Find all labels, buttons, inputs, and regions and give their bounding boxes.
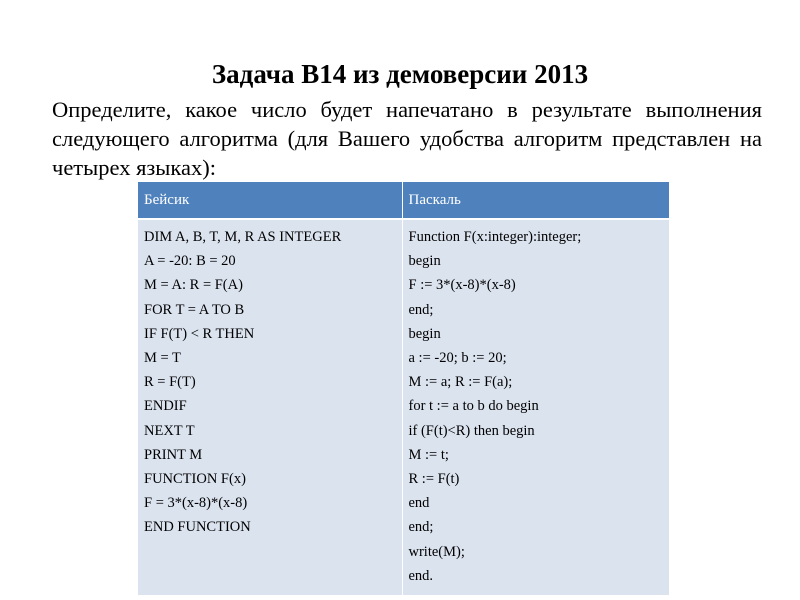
basic-code-line: M = T (144, 350, 181, 367)
basic-code-line: PRINT M (144, 446, 203, 463)
slide-title: Задача В14 из демоверсии 2013 (211, 59, 589, 89)
basic-code-cell (138, 219, 402, 595)
pascal-code-line: F := 3*(x-8)*(x-8) (408, 277, 516, 294)
basic-code-line: M = A: R = F(A) (144, 277, 243, 294)
basic-code-line: ENDIF (144, 398, 187, 415)
basic-code-line: R = F(T) (144, 374, 196, 391)
basic-code-line: FOR T = A TO B (144, 301, 245, 318)
pascal-code-cell (402, 219, 669, 595)
pascal-code-line: end. (408, 567, 434, 584)
pascal-code-line: R := F(t) (408, 471, 460, 488)
basic-code-line: END FUNCTION (144, 519, 251, 536)
basic-code-line: FUNCTION F(x) (144, 471, 246, 488)
pascal-code-line: a := -20; b := 20; (408, 350, 507, 367)
table-row (138, 219, 669, 595)
pascal-code-listing (403, 220, 670, 595)
basic-code-line: NEXT T (144, 422, 195, 439)
pascal-code-line: for t := a to b do begin (408, 398, 539, 415)
pascal-code-line: M := a; R := F(a); (408, 374, 513, 391)
basic-code-line: DIM A, B, T, M, R AS INTEGER (144, 229, 342, 245)
pascal-code-line: end; (408, 301, 434, 318)
pascal-code-line: begin (408, 253, 441, 270)
code-table (138, 182, 669, 595)
pascal-code-line: end; (408, 519, 434, 536)
basic-code-line: F = 3*(x-8)*(x-8) (144, 495, 248, 512)
pascal-code-line: M := t; (408, 446, 449, 463)
pascal-code-line: begin (408, 325, 441, 342)
header-basic: Бейсик (138, 182, 402, 219)
header-pascal: Паскаль (402, 182, 669, 219)
basic-code-listing (138, 220, 402, 547)
task-description: Определите, какое число будет напечатано в результате выполнения следующего алгоритма (для Вашего удобства алгоритм представлен на четырех языках): (52, 97, 762, 180)
table-header-row (138, 182, 669, 219)
pascal-code-line: end (408, 495, 430, 512)
pascal-code-line: write(M); (408, 543, 465, 560)
pascal-code-line: Function F(x:integer):integer; (408, 229, 582, 245)
basic-code-line: IF F(T) < R THEN (144, 325, 255, 342)
pascal-code-line: if (F(t)<R) then begin (408, 422, 535, 439)
basic-code-line: A = -20: B = 20 (144, 253, 236, 270)
